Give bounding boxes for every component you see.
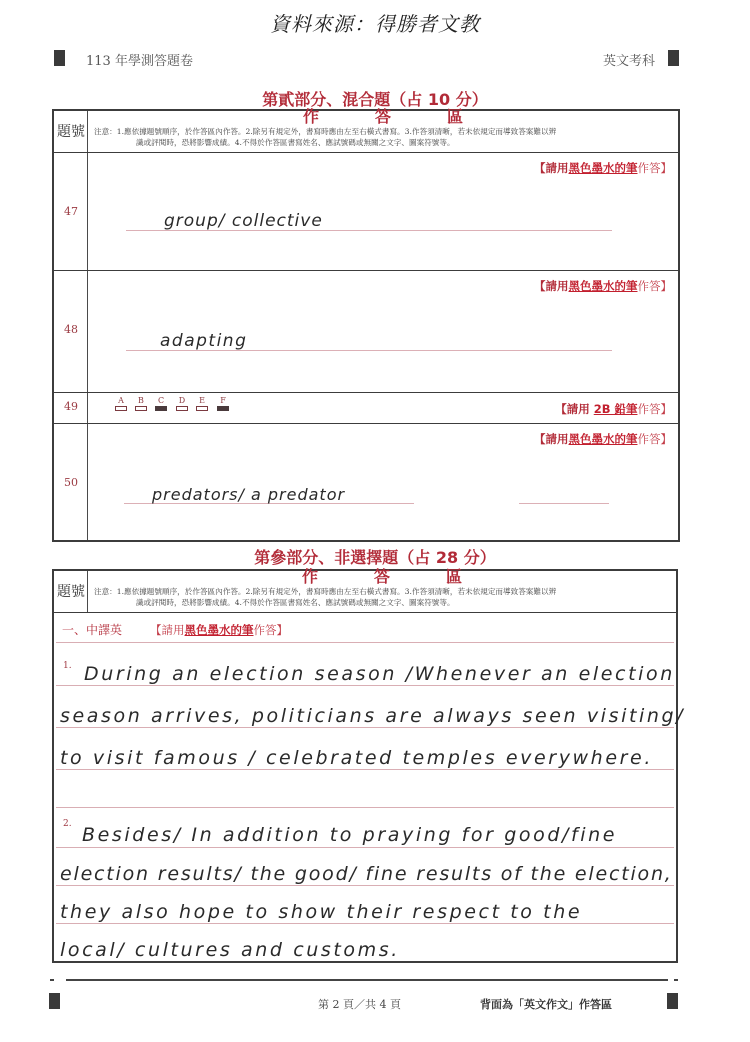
- section-heading: [62, 621, 288, 638]
- page-indicator: 第 2 頁／共 4 頁: [318, 998, 401, 1011]
- bubble-option-f[interactable]: F: [216, 396, 230, 411]
- answer-area-heading: 作答區: [301, 567, 518, 586]
- ruled-line: [56, 685, 674, 686]
- answer-line: to visit famous / celebrated temples everywhere.: [60, 747, 653, 769]
- answer-text: predators/ a predator: [152, 485, 346, 504]
- part2-title: 第貳部分、混合題（占 10 分）: [262, 90, 488, 109]
- answer-notice: [94, 126, 672, 148]
- notice-line-1: 注意：1.應依據題號順序，於作答區內作答。2.除另有規定外，書寫時應由左至右橫式書寫。3.作答須清晰，若未依規定而導致答案難以辨: [94, 587, 557, 596]
- registration-mark-top-right: [668, 50, 679, 66]
- subject-label: 英文考科: [602, 54, 655, 69]
- footer-rule: [66, 979, 668, 981]
- part3-answer-table: [52, 567, 686, 963]
- answer-line: local/ cultures and customs.: [60, 939, 400, 961]
- translation-answer-area: [54, 613, 686, 961]
- source-note: 資料來源：得勝者文教: [270, 12, 480, 36]
- pen-instruction: 【請用黑色墨水的筆作答】: [534, 279, 672, 293]
- question-row-50: [54, 424, 678, 542]
- question-number: 48: [64, 323, 78, 336]
- answer-line: they also hope to show their respect to the: [60, 901, 583, 923]
- bubble-option-b[interactable]: B: [134, 396, 148, 411]
- pen-instruction: 【請用黑色墨水的筆作答】: [150, 623, 289, 637]
- section-label: 一、中譯英: [62, 623, 123, 637]
- bubble-option-c[interactable]: C: [154, 396, 168, 411]
- part3-table-header: [54, 567, 676, 613]
- notice-line-2: 識或評閱時，恐將影響成績。4.不得於作答區書寫姓名、應試號碼或無關之文字、圖案符號等。: [136, 138, 455, 147]
- answer-text: adapting: [160, 331, 248, 351]
- part2-table-header: [54, 107, 678, 153]
- question-number: 50: [64, 476, 78, 489]
- question-number: 49: [64, 400, 78, 413]
- notice-line-2: 識或評閱時，恐將影響成績。4.不得於作答區書寫姓名、應試號碼或無關之文字、圖案符號等。: [136, 598, 455, 607]
- pen-instruction: 【請用黑色墨水的筆作答】: [534, 161, 672, 175]
- bubble-option-d[interactable]: D: [175, 396, 189, 411]
- registration-mark-bottom-left: [49, 993, 60, 1009]
- part2-answer-table: [52, 109, 680, 542]
- registration-mark-top-left: [54, 50, 65, 66]
- back-side-note: 背面為「英文作文」作答區: [480, 998, 612, 1011]
- question-row-49: [54, 393, 678, 424]
- bubble-option-e[interactable]: E: [195, 396, 209, 411]
- ruled-line: [56, 847, 674, 848]
- notice-line-1: 注意：1.應依據題號順序，於作答區內作答。2.除另有規定外，書寫時應由左至右橫式書寫。3.作答須清晰，若未依規定而導致答案難以辨: [94, 127, 557, 136]
- part3-title: 第參部分、非選擇題（占 28 分）: [254, 548, 496, 567]
- ruled-line: [56, 923, 674, 924]
- question-number: 47: [64, 205, 78, 218]
- ruled-line: [56, 769, 674, 770]
- item-number: 2.: [63, 819, 72, 829]
- pen-instruction: 【請用黑色墨水的筆作答】: [534, 432, 672, 446]
- registration-mark-bottom-right: [667, 993, 678, 1009]
- pencil-instruction: 【請用 2B 鉛筆作答】: [555, 402, 672, 416]
- answer-area-heading: 作答區: [302, 107, 519, 126]
- exam-title: 113 年學測答題卷: [86, 54, 193, 69]
- answer-text: group/ collective: [164, 211, 323, 231]
- question-col-header: 題號: [57, 124, 85, 140]
- ruled-line: [56, 807, 674, 808]
- question-row-47: [54, 153, 678, 271]
- answer-line: season arrives, politicians are always seen visiting/: [60, 705, 686, 727]
- ruled-line: [56, 727, 674, 728]
- ruled-line: [56, 642, 674, 643]
- question-row-48: [54, 271, 678, 393]
- answer-notice: [94, 586, 670, 608]
- footer-dash-right: [674, 979, 678, 981]
- question-col-header: 題號: [57, 584, 85, 600]
- answer-line: Besides/ In addition to praying for good/fine: [82, 824, 618, 846]
- item-number: 1.: [63, 661, 72, 671]
- answer-line: During an election season /Whenever an election: [84, 663, 675, 685]
- answer-guide-line-2: [519, 503, 609, 504]
- footer-dash-left: [50, 979, 54, 981]
- answer-line: election results/ the good/ fine results of the election,: [60, 863, 673, 885]
- ruled-line: [56, 885, 674, 886]
- bubble-option-a[interactable]: A: [114, 396, 128, 411]
